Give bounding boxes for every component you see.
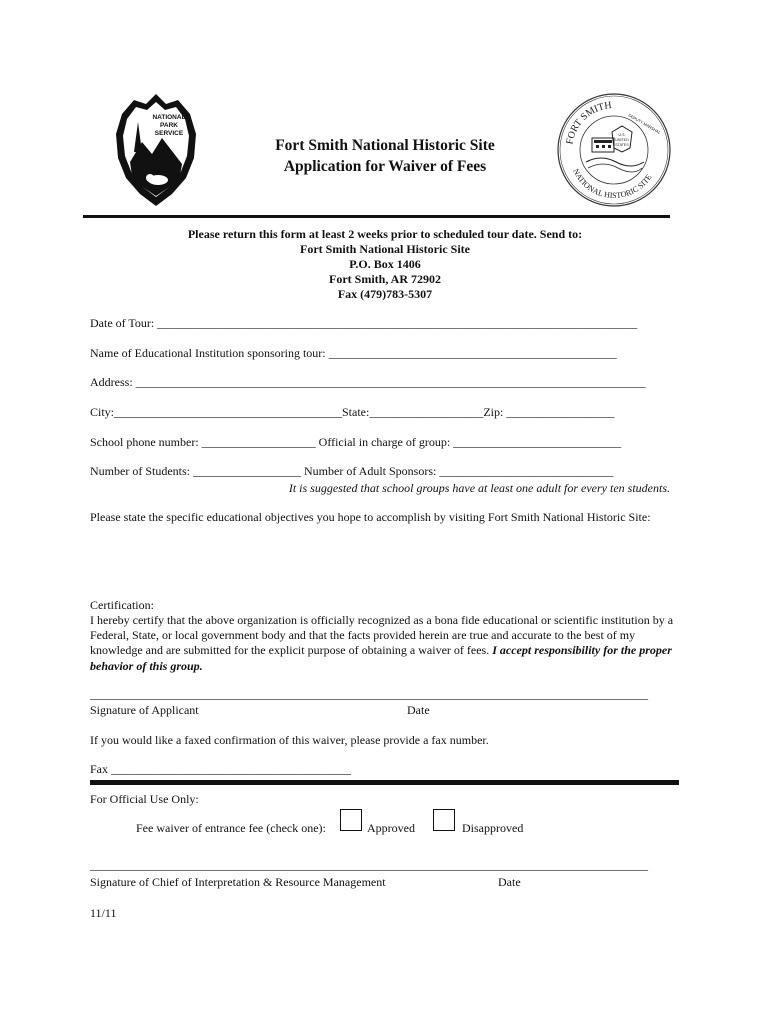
nps-arrowhead-logo	[108, 92, 204, 208]
nps-logo-line-3: SERVICE	[154, 130, 184, 137]
applicant-signature-label: Signature of Applicant	[90, 703, 199, 717]
certification-emphasis: I accept responsibility for the proper behavior of this group.	[90, 643, 672, 673]
official-divider	[90, 780, 679, 785]
nps-logo-line-2: PARK	[160, 122, 178, 129]
objectives-prompt: Please state the specific educational objectives you hope to accomplish by visiting Fort Smith National Historic Site:	[90, 510, 651, 524]
students-sponsors-field[interactable]: Number of Students: __________________ Number of Adult Sponsors: _____________________________	[90, 464, 614, 478]
official-use-heading: For Official Use Only:	[90, 792, 199, 806]
fee-waiver-label: Fee waiver of entrance fee (check one):	[136, 821, 326, 835]
address-field[interactable]: Address: _____________________________________________________________________________________	[90, 375, 646, 389]
seal-icon	[556, 92, 672, 208]
address-line-1: Fort Smith National Historic Site	[300, 242, 470, 256]
chief-signature-line[interactable]: _____________________________________________________________________________________________	[90, 858, 648, 872]
chief-date-label: Date	[498, 875, 521, 889]
certification-text	[90, 613, 680, 674]
disapproved-label: Disapproved	[462, 821, 524, 835]
applicant-signature-line[interactable]: _____________________________________________________________________________________________	[90, 687, 648, 701]
fort-smith-seal	[556, 92, 672, 208]
city-state-zip-field[interactable]: City:______________________________________State:___________________Zip: __________________	[90, 405, 615, 419]
applicant-date-label: Date	[407, 703, 430, 717]
date-of-tour-field[interactable]: Date of Tour: ________________________________________________________________________________	[90, 316, 638, 330]
seal-text-top: FORT SMITH	[564, 99, 613, 146]
fax-prompt: If you would like a faxed confirmation of this waiver, please provide a fax number.	[90, 733, 489, 747]
sponsor-ratio-note: It is suggested that school groups have at least one adult for every ten students.	[288, 481, 670, 495]
certification-heading: Certification:	[90, 598, 154, 612]
seal-text-marshal: DEPUTY MARSHAL	[627, 112, 662, 136]
certification-body: I hereby certify that the above organization is officially recognized as a bona fide educational or scientific institution by a Federal, State, or local government body and that the facts provided herein are true and accurate to the best of my knowledge and are submitted for the explicit purpose of obtaining a waiver of fees.	[90, 613, 674, 658]
return-instructions: Please return this form at least 2 weeks prior to scheduled tour date. Send to:	[187, 227, 583, 241]
seal-badge-line-3: STATES	[615, 143, 629, 147]
page-title-line-1: Fort Smith National Historic Site	[275, 137, 495, 154]
phone-official-field[interactable]: School phone number: ___________________ Official in charge of group: ____________________________	[90, 435, 622, 449]
revision-date: 11/11	[90, 906, 117, 920]
approved-label: Approved	[367, 821, 415, 835]
fax-number-field[interactable]: Fax ________________________________________	[90, 762, 351, 776]
institution-field[interactable]: Name of Educational Institution sponsoring tour: ________________________________________________	[90, 346, 617, 360]
header-divider	[83, 215, 670, 218]
arrowhead-icon	[108, 92, 204, 208]
address-line-2: P.O. Box 1406	[349, 257, 421, 271]
nps-logo-line-1: NATIONAL	[152, 114, 186, 121]
address-line-3: Fort Smith, AR 72902	[329, 272, 441, 286]
chief-signature-label: Signature of Chief of Interpretation & Resource Management	[90, 875, 386, 889]
address-line-4: Fax (479)783-5307	[337, 287, 433, 301]
seal-badge-line-1: U.S.	[618, 133, 626, 137]
seal-text-bottom: NATIONAL HISTORIC SITE	[571, 167, 654, 201]
approved-checkbox[interactable]	[340, 809, 362, 831]
page-title-line-2: Application for Waiver of Fees	[283, 158, 487, 175]
disapproved-checkbox[interactable]	[433, 809, 455, 831]
seal-badge-line-2: UNITED	[615, 138, 629, 142]
